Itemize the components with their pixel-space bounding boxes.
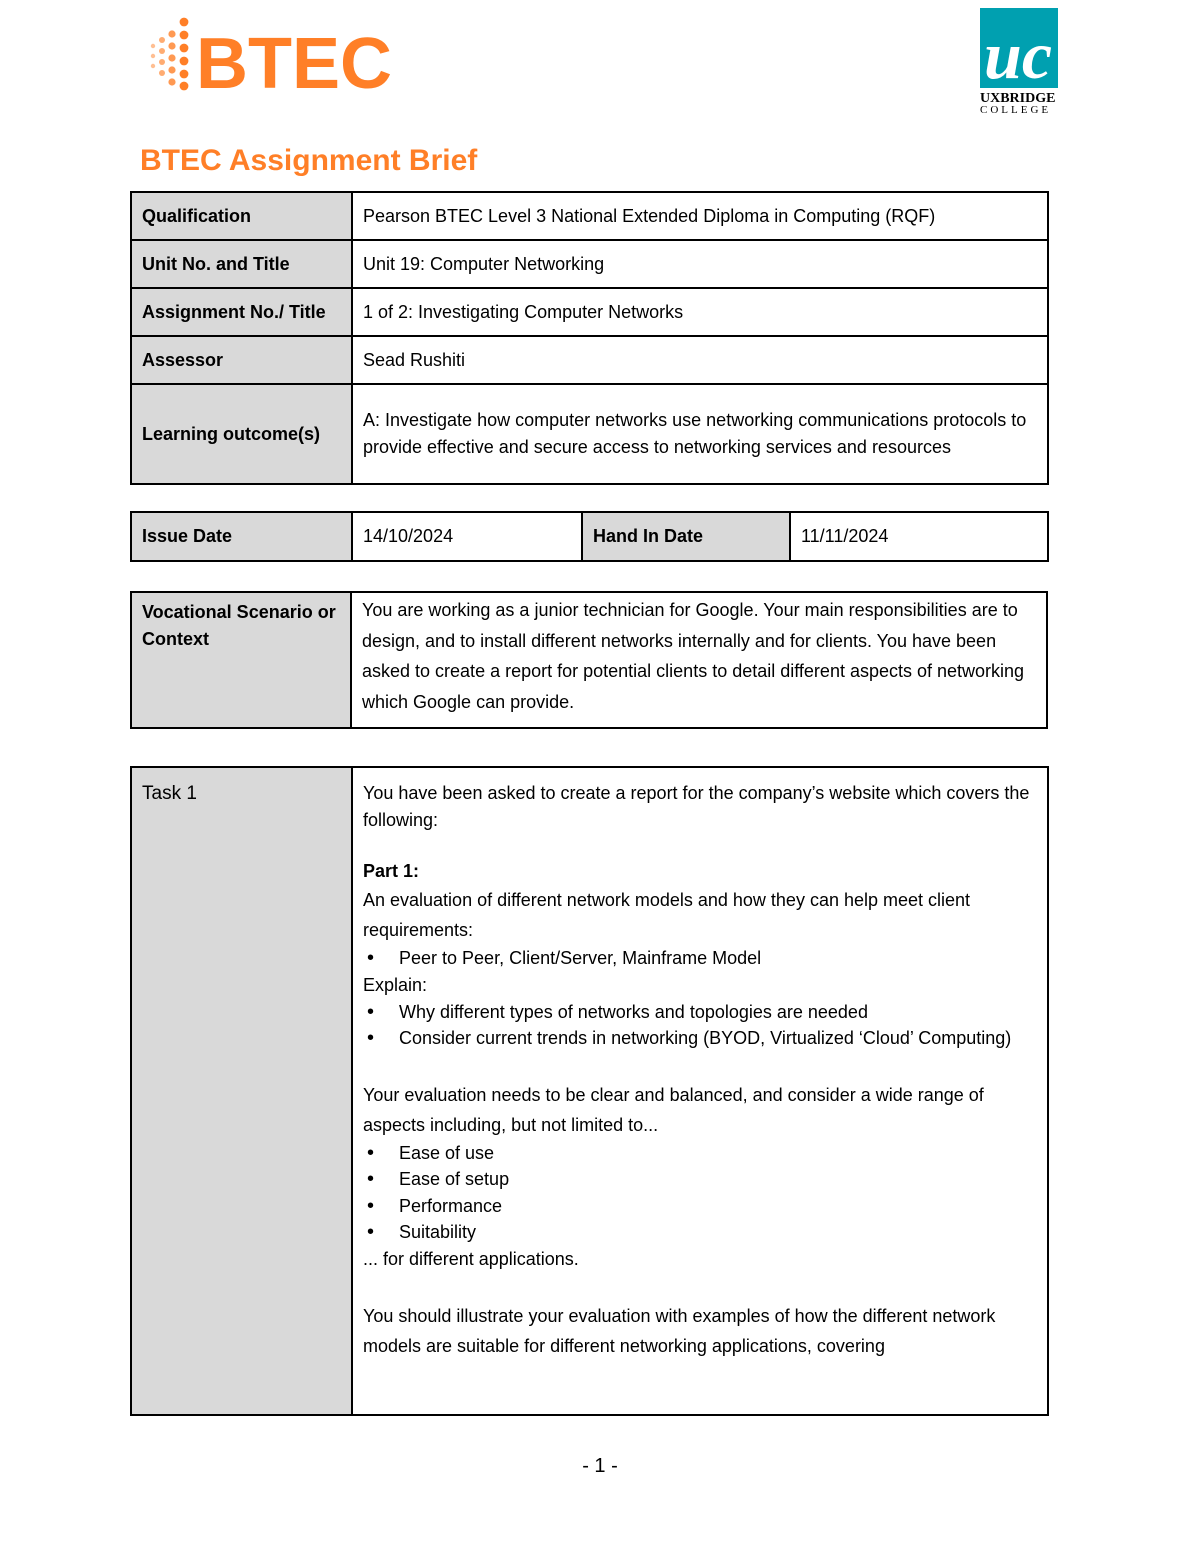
dates-table [130,511,1049,562]
scenario-table [130,591,1048,729]
part-heading: Part 1: [363,861,420,881]
explain-list [363,999,1037,1052]
for-applications-text: ... for different applications. [363,1248,579,1269]
table-row [131,336,1048,384]
assessor-value: Sead Rushiti [352,336,1048,384]
issue-date-value: 14/10/2024 [352,512,582,561]
hand-in-date-label: Hand In Date [582,512,790,561]
unit-value: Unit 19: Computer Networking [352,240,1048,288]
evaluation-text: Your evaluation needs to be clear and balanced, and consider a wide range of aspects including, but not limited to... [363,1084,984,1135]
list-item: • Why different types of networks and topologies are needed [363,999,1037,1026]
list-item: • Performance [363,1193,1037,1220]
assignment-label: Assignment No./ Title [131,288,352,336]
scenario-text: You are working as a junior technician for Google. Your main responsibilities are to design, and to install different networks internally and for clients. You have been asked to create a report for potential clients to detail different aspects of networking which Google can provide. [351,592,1047,728]
uxbridge-college-logo [980,8,1060,114]
page-title: BTEC Assignment Brief [140,144,478,177]
explain-label: Explain: [363,974,428,995]
learning-outcome-label: Learning outcome(s) [131,384,352,484]
task-intro: You have been asked to create a report for the company’s website which covers the following: [363,783,1030,830]
task-table [130,766,1049,1416]
list-item: • Ease of use [363,1140,1037,1167]
table-row [131,512,1048,561]
illustrate-text: You should illustrate your evaluation with examples of how the different network models are suitable for different networking applications, covering [363,1305,996,1356]
svg-text:BTEC: BTEC [196,24,392,96]
task-label: Task 1 [131,767,352,1415]
aspects-list [363,1140,1037,1246]
page-number: - 1 - [582,1455,618,1477]
table-row [131,384,1048,484]
table-row [131,240,1048,288]
assignment-value: 1 of 2: Investigating Computer Networks [352,288,1048,336]
issue-date-label: Issue Date [131,512,352,561]
qualification-label: Qualification [131,192,352,240]
assessor-label: Assessor [131,336,352,384]
list-item: • Peer to Peer, Client/Server, Mainframe Model [363,945,1037,972]
models-list [363,945,1037,972]
qualification-value: Pearson BTEC Level 3 National Extended Diploma in Computing (RQF) [352,192,1048,240]
svg-text:UXBRIDGE: UXBRIDGE [980,91,1056,106]
table-row [131,192,1048,240]
table-row [131,288,1048,336]
svg-text:COLLEGE: COLLEGE [980,104,1052,114]
list-item: • Consider current trends in networking (BYOD, Virtualized ‘Cloud’ Computing) [363,1025,1037,1052]
svg-text:uc: uc [984,17,1052,93]
hand-in-date-value: 11/11/2024 [790,512,1048,561]
unit-label: Unit No. and Title [131,240,352,288]
list-item: • Suitability [363,1219,1037,1246]
learning-outcome-value: A: Investigate how computer networks use networking communications protocols to provide effective and secure access to networking services and resources [352,384,1048,484]
table-row [131,767,1048,1415]
assignment-info-table [130,191,1049,485]
task-content [352,767,1048,1415]
btec-logo [148,14,403,96]
scenario-label: Vocational Scenario or Context [131,592,351,728]
list-item: • Ease of setup [363,1166,1037,1193]
part-text: An evaluation of different network models and how they can help meet client requirements: [363,890,971,940]
table-row [131,592,1047,728]
